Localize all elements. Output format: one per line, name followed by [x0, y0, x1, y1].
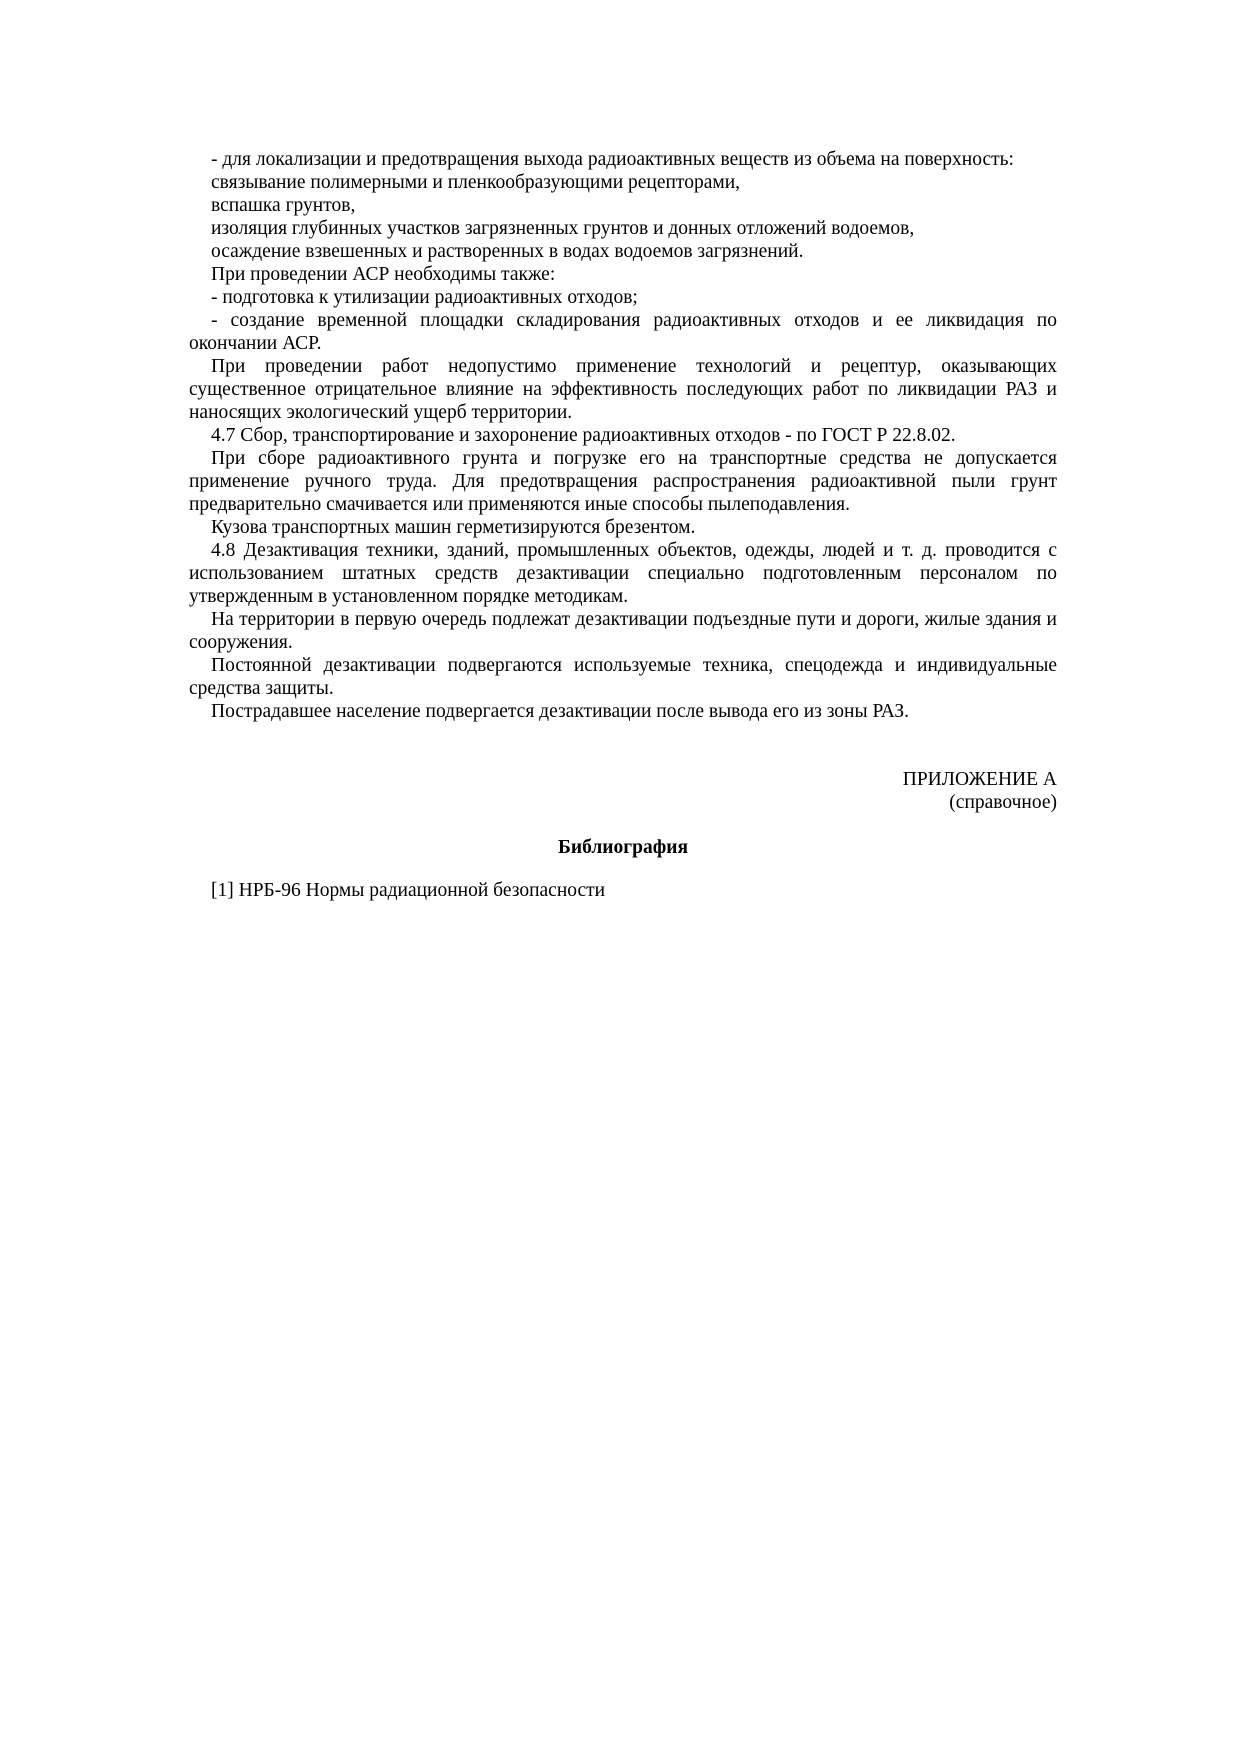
body-paragraph: При проведении АСР необходимы также:	[211, 264, 556, 285]
document-page	[189, 148, 1057, 902]
body-paragraph: Пострадавшее население подвергается дезактивации после вывода его из зоны РАЗ.	[211, 701, 910, 722]
body-paragraph: осаждение взвешенных и растворенных в водах водоемов загрязнений.	[211, 241, 804, 262]
spacer	[189, 814, 1057, 836]
section-4-7-paragraph: 4.7 Сбор, транспортирование и захоронение радиоактивных отходов - по ГОСТ Р 22.8.02.	[211, 425, 956, 446]
spacer	[189, 859, 1057, 879]
body-paragraph: вспашка грунтов,	[211, 195, 356, 216]
body-paragraph: Постоянной дезактивации подвергаются используемые техника, спецодежда и индивидуальные средства защиты.	[189, 655, 1057, 699]
body-paragraph: При проведении работ недопустимо применение технологий и рецептур, оказывающих существенное отрицательное влияние на эффективность последующих работ по ликвидации РАЗ и наносящих экологический ущерб территории.	[189, 356, 1057, 423]
section-4-8-paragraph: 4.8 Дезактивация техники, зданий, промышленных объектов, одежды, людей и т. д. проводится с использованием штатных средств дезактивации специально подготовленным персоналом по утвержденным в установленном порядке методикам.	[189, 540, 1057, 607]
body-paragraph: - создание временной площадки складирования радиоактивных отходов и ее ликвидация по окончании АСР.	[189, 310, 1057, 354]
body-paragraph: При сборе радиоактивного грунта и погрузке его на транспортные средства не допускается применение ручного труда. Для предотвращения распространения радиоактивной пыли грунт предварительно смачивается или применяются иные способы пылеподавления.	[189, 448, 1057, 515]
bibliography-item: [1] НРБ-96 Нормы радиационной безопасности	[211, 880, 606, 901]
body-paragraph: Кузова транспортных машин герметизируются брезентом.	[211, 517, 696, 538]
bibliography-heading: Библиография	[557, 837, 689, 858]
body-paragraph: На территории в первую очередь подлежат дезактивации подъездные пути и дороги, жилые здания и сооружения.	[189, 609, 1057, 653]
appendix-subtitle: (справочное)	[949, 792, 1057, 813]
spacer	[189, 723, 1057, 768]
body-paragraph: - для локализации и предотвращения выхода радиоактивных веществ из объема на поверхность:	[211, 149, 1014, 170]
body-paragraph: изоляция глубинных участков загрязненных грунтов и донных отложений водоемов,	[211, 218, 915, 239]
appendix-title: ПРИЛОЖЕНИЕ А	[902, 769, 1057, 790]
body-paragraph: связывание полимерными и пленкообразующими рецепторами,	[211, 172, 741, 193]
body-paragraph: - подготовка к утилизации радиоактивных отходов;	[211, 287, 638, 308]
